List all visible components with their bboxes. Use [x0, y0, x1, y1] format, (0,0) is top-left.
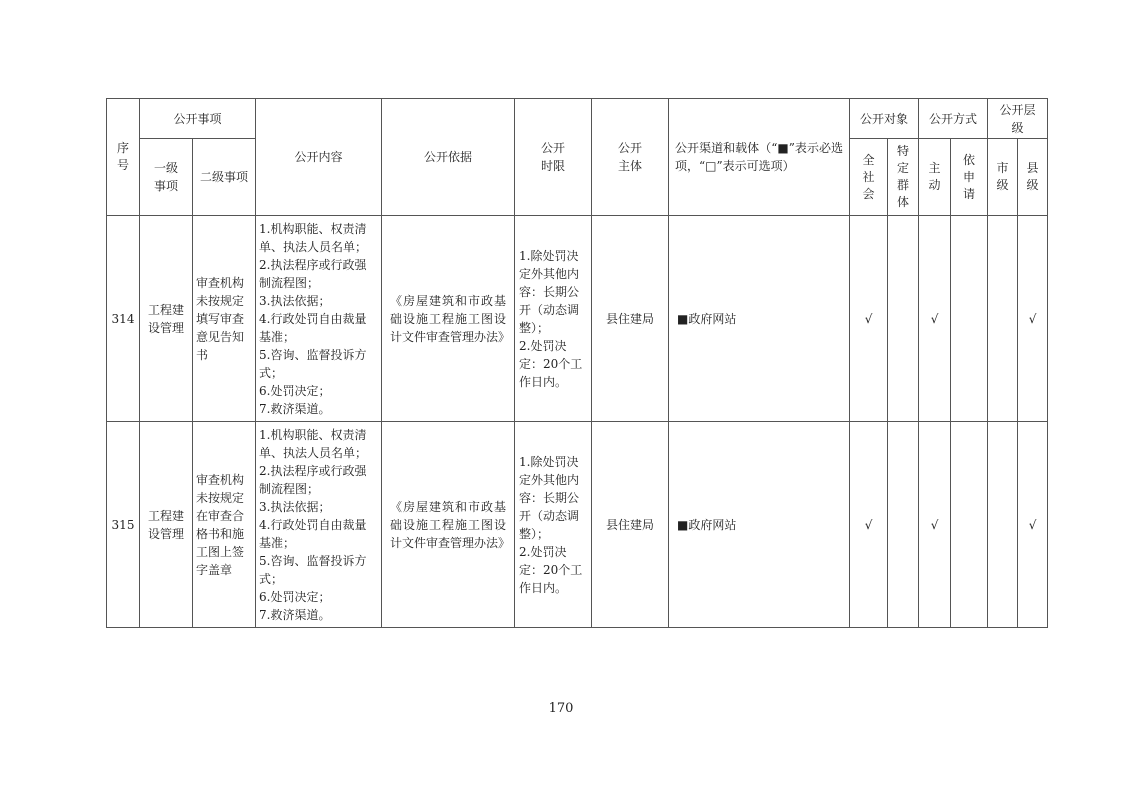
header-channel: 公开渠道和载体（“■”表示必选项，“□”表示可选项） — [669, 99, 850, 216]
row-level2: 审查机构未按规定填写审查意见告知书 — [193, 216, 256, 422]
header-seq: 序号 — [107, 99, 140, 216]
table-row — [107, 216, 1048, 422]
row-level-county: √ — [1018, 216, 1048, 422]
row-method-request — [951, 422, 988, 628]
header-level2: 二级事项 — [193, 139, 256, 216]
table-row — [107, 422, 1048, 628]
header-method-request: 依申请 — [951, 139, 988, 216]
row-content — [256, 216, 382, 422]
content-item: 5.咨询、监督投诉方式； — [259, 347, 367, 380]
header-level-group: 公开层级 — [988, 99, 1048, 139]
time-limit-item: 2.处罚决定：20个工作日内。 — [519, 544, 583, 595]
header-target-all: 全社会 — [850, 139, 888, 216]
row-channel: ■政府网站 — [669, 422, 850, 628]
row-method-active: √ — [919, 422, 951, 628]
row-method-active: √ — [919, 216, 951, 422]
content-item: 7.救济渠道。 — [259, 401, 331, 416]
time-limit-item: 1.除处罚决定外其他内容：长期公开（动态调整）； — [519, 248, 580, 335]
row-target-all: √ — [850, 422, 888, 628]
header-target-group: 公开对象 — [850, 99, 919, 139]
row-level1: 工程建设管理 — [140, 216, 193, 422]
header-level1: 一级事项 — [140, 139, 193, 216]
header-subject: 公开主体 — [592, 99, 669, 216]
row-method-request — [951, 216, 988, 422]
row-level-city — [988, 216, 1018, 422]
content-item: 4.行政处罚自由裁量基准； — [259, 311, 367, 344]
row-channel: ■政府网站 — [669, 216, 850, 422]
content-item: 3.执法依据； — [259, 499, 331, 514]
content-item: 5.咨询、监督投诉方式； — [259, 553, 367, 586]
content-item: 6.处罚决定； — [259, 383, 331, 398]
row-target-specific — [888, 216, 919, 422]
time-limit-item: 1.除处罚决定外其他内容：长期公开（动态调整）； — [519, 454, 580, 541]
row-level-county: √ — [1018, 422, 1048, 628]
row-target-all: √ — [850, 216, 888, 422]
header-level-county: 县级 — [1018, 139, 1048, 216]
row-target-specific — [888, 422, 919, 628]
row-level2: 审查机构未按规定在审查合格书和施工图上签字盖章 — [193, 422, 256, 628]
content-item: 6.处罚决定； — [259, 589, 331, 604]
header-basis: 公开依据 — [382, 99, 515, 216]
row-subject: 县住建局 — [592, 422, 669, 628]
content-item: 4.行政处罚自由裁量基准； — [259, 517, 367, 550]
header-level-city: 市级 — [988, 139, 1018, 216]
disclosure-table — [106, 98, 1048, 628]
header-method-group: 公开方式 — [919, 99, 988, 139]
header-time-limit: 公开时限 — [515, 99, 592, 216]
row-level1: 工程建设管理 — [140, 422, 193, 628]
content-item: 2.执法程序或行政强制流程图； — [259, 463, 367, 496]
header-target-specific: 特定群体 — [888, 139, 919, 216]
page-number: 170 — [548, 701, 574, 716]
row-time-limit — [515, 422, 592, 628]
content-item: 7.救济渠道。 — [259, 607, 331, 622]
time-limit-item: 2.处罚决定：20个工作日内。 — [519, 338, 583, 389]
row-seq: 314 — [107, 216, 140, 422]
row-basis: 《房屋建筑和市政基础设施工程施工图设计文件审查管理办法》 — [382, 422, 515, 628]
row-time-limit — [515, 216, 592, 422]
row-basis: 《房屋建筑和市政基础设施工程施工图设计文件审查管理办法》 — [382, 216, 515, 422]
row-level-city — [988, 422, 1018, 628]
header-content: 公开内容 — [256, 99, 382, 216]
header-method-active: 主动 — [919, 139, 951, 216]
row-content — [256, 422, 382, 628]
header-row-1 — [107, 99, 1048, 139]
content-item: 3.执法依据； — [259, 293, 331, 308]
row-subject: 县住建局 — [592, 216, 669, 422]
header-item-group: 公开事项 — [140, 99, 256, 139]
content-item: 1.机构职能、权责清单、执法人员名单； — [259, 427, 368, 460]
row-seq: 315 — [107, 422, 140, 628]
content-item: 2.执法程序或行政强制流程图； — [259, 257, 367, 290]
content-item: 1.机构职能、权责清单、执法人员名单； — [259, 221, 368, 254]
